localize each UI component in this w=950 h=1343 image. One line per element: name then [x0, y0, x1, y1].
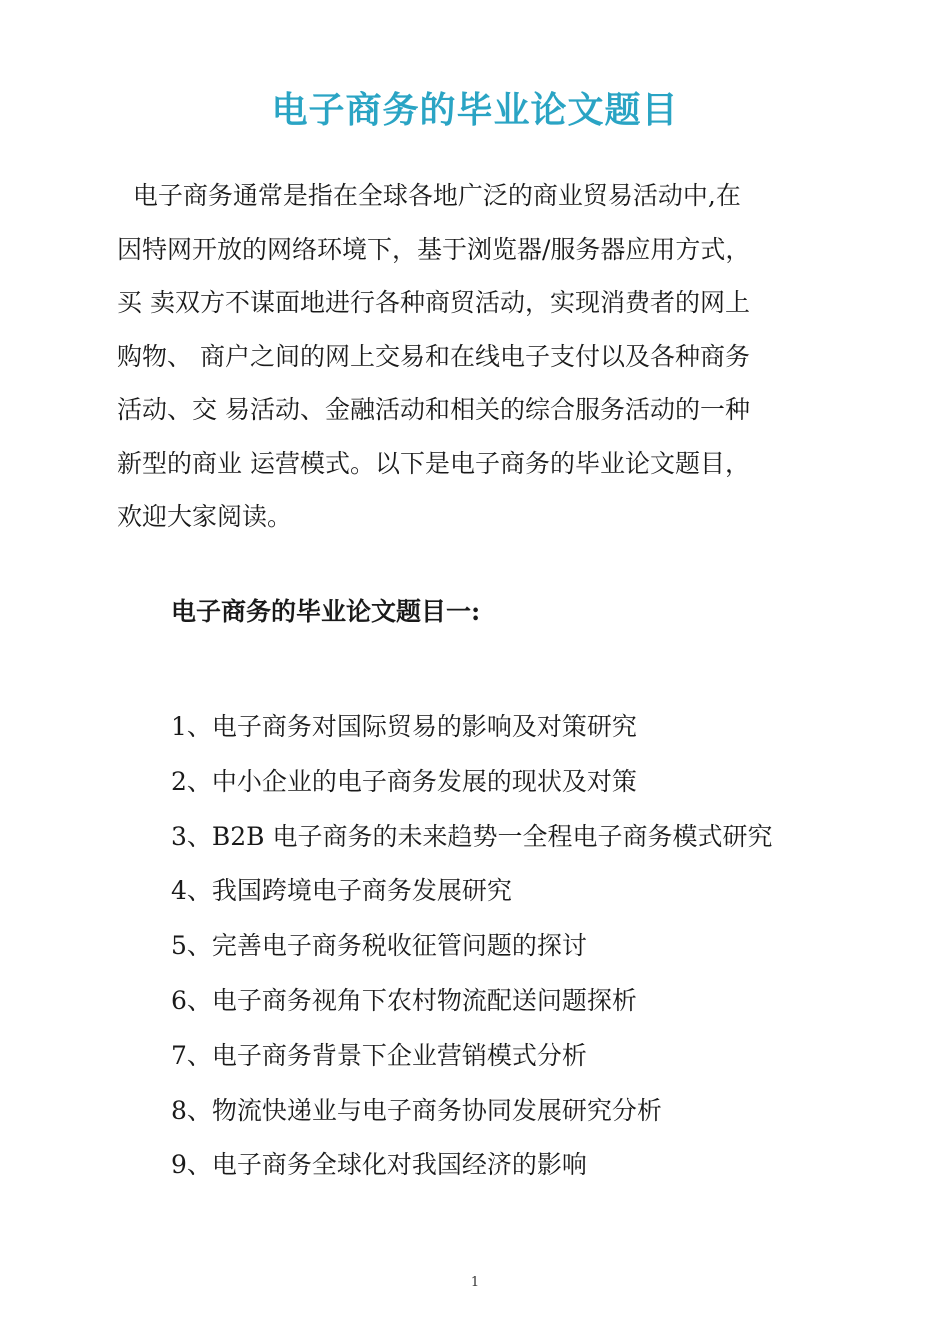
intro-line: 电子商务通常是指在全球各地广泛的商业贸易活动中,在 [117, 181, 741, 210]
intro-line: 因特网开放的网络环境下，基于浏览器/服务器应用方式， [117, 234, 751, 264]
page-number: 1 [470, 1275, 480, 1290]
topic-item: 2、中小企业的电子商务发展的现状及对策 [171, 766, 637, 796]
topic-item: 9、电子商务全球化对我国经济的影响 [171, 1150, 587, 1180]
intro-line: 买 卖双方不谋面地进行各种商贸活动，实现消费者的网上 [117, 288, 750, 317]
topic-list [171, 700, 773, 1193]
section-heading: 电子商务的毕业论文题目一: [171, 597, 481, 626]
intro-paragraph [117, 169, 817, 544]
topic-item: 4、我国跨境电子商务发展研究 [171, 876, 512, 906]
intro-line: 欢迎大家阅读。 [117, 502, 293, 531]
intro-line: 购物、 商户之间的网上交易和在线电子支付以及各种商务 [117, 341, 750, 371]
intro-line: 新型的商业 运营模式。以下是电子商务的毕业论文题目， [117, 448, 750, 478]
topic-item: 1、电子商务对国际贸易的影响及对策研究 [171, 712, 637, 741]
topic-item: 3、B2B 电子商务的未来趋势一全程电子商务模式研究 [171, 821, 773, 851]
topic-item: 8、物流快递业与电子商务协同发展研究分析 [171, 1095, 662, 1125]
intro-line: 活动、交 易活动、金融活动和相关的综合服务活动的一种 [117, 395, 750, 424]
topic-item: 5、完善电子商务税收征管问题的探讨 [171, 931, 587, 961]
page-title: 电子商务的毕业论文题目 [271, 90, 679, 132]
topic-item: 6、电子商务视角下农村物流配送问题探析 [171, 985, 637, 1015]
topic-item: 7、电子商务背景下企业营销模式分析 [171, 1040, 587, 1070]
